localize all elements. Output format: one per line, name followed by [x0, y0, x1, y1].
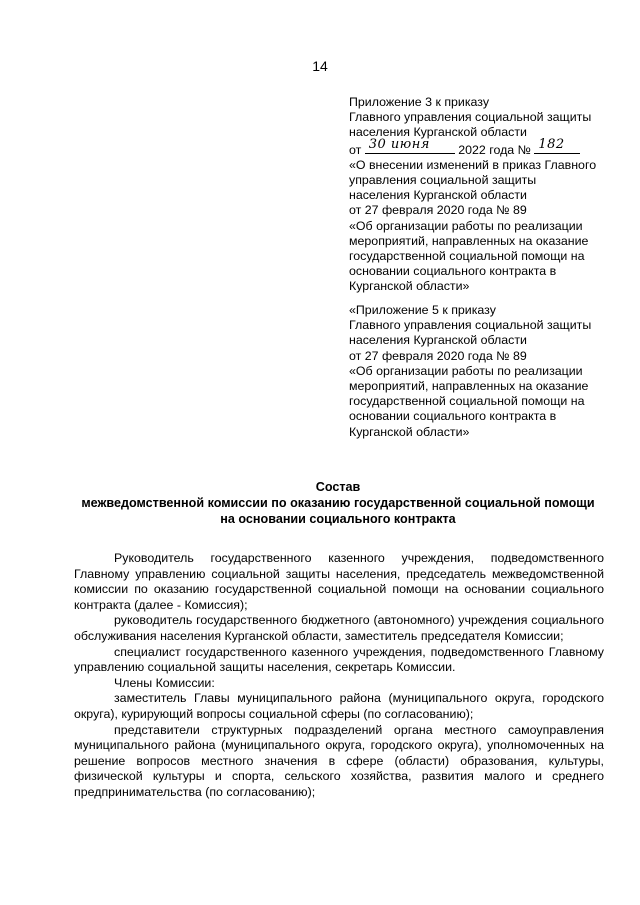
document-body [74, 551, 604, 801]
title-line-2: межведомственной комиссии по оказанию государственной социальной помощи [81, 496, 595, 510]
appendix-3-line-13: Курганской области» [349, 279, 470, 294]
paragraph-secretary: специалист государственного казенного учреждения, подведомственного Главному управлению социальной защиты населения, секретарь Комиссии. [74, 644, 604, 675]
paragraph-chairman: Руководитель государственного казенного учреждения, подведомственного Главному управлению социальной защиты населения, председатель межведомственной комиссии по оказанию государственной социальной помощи на основании социального контракта (далее - Комиссия); [74, 551, 604, 612]
appendix-3-line-10: мероприятий, направленных на оказание [349, 233, 589, 248]
page-number: 14 [312, 58, 328, 74]
handwritten-date: 30 июня [368, 136, 430, 152]
appendix-5-line-3: населения Курганской области [349, 333, 527, 348]
paragraph-members-heading: Члены Комиссии: [114, 675, 215, 690]
appendix-3-line-5: «О внесении изменений в приказ Главного [349, 157, 597, 172]
appendix-3-line-12: основании социального контракта в [349, 264, 557, 279]
handwritten-date-field [365, 136, 455, 154]
title-line-1: Состав [315, 480, 361, 494]
appendix-3-line-11: государственной социальной помощи на [349, 249, 585, 264]
appendix-3-header [349, 95, 619, 295]
appendix-5-line-7: государственной социальной помощи на [349, 394, 585, 409]
appendix-3-date-line [349, 136, 619, 158]
document-title [48, 479, 628, 527]
year-label: 2022 года № [458, 142, 531, 157]
appendix-3-line-6: управления социальной защиты [349, 173, 537, 188]
appendix-3-line-7: населения Курганской области [349, 188, 527, 203]
appendix-3-line-8: от 27 февраля 2020 года № 89 [349, 203, 527, 218]
appendix-3-line-3: населения Курганской области [349, 125, 527, 140]
appendix-5-line-1: «Приложение 5 к приказу [349, 303, 496, 317]
title-line-3: на основании социального контракта [220, 512, 456, 526]
appendix-5-line-6: мероприятий, направленных на оказание [349, 379, 589, 394]
handwritten-number: 182 [538, 136, 565, 152]
appendix-5-header [349, 303, 619, 440]
appendix-5-line-4: от 27 февраля 2020 года № 89 [349, 348, 527, 363]
paragraph-deputy-chairman: руководитель государственного бюджетного (автономного) учреждения социального обслуживания населения Курганской области, заместитель председателя Комиссии; [74, 613, 604, 643]
appendix-5-line-2: Главного управления социальной защиты [349, 318, 592, 333]
date-prefix: от [349, 142, 362, 157]
appendix-5-line-9: Курганской области» [349, 424, 470, 439]
paragraph-member-deputy-head: заместитель Главы муниципального района (муниципального округа, городского округа), курирующий вопросы социальной сферы (по согласованию); [74, 691, 604, 721]
paragraph-member-representatives: представители структурных подразделений органа местного самоуправления муниципального района (муниципального округа, городского округа), уполномоченных на решение вопросов местного значения в сфере (области) образования, культуры, физической культуры и спорта, сельского хозяйства, развития малого и среднего предпринимательства (по согласованию); [74, 722, 604, 799]
handwritten-number-field [534, 136, 580, 154]
appendix-3-line-2: Главного управления социальной защиты [349, 110, 592, 125]
appendix-5-line-8: основании социального контракта в [349, 409, 557, 424]
appendix-5-line-5: «Об организации работы по реализации [349, 363, 583, 378]
appendix-3-line-1: Приложение 3 к приказу [349, 95, 490, 109]
appendix-3-line-9: «Об организации работы по реализации [349, 218, 583, 233]
